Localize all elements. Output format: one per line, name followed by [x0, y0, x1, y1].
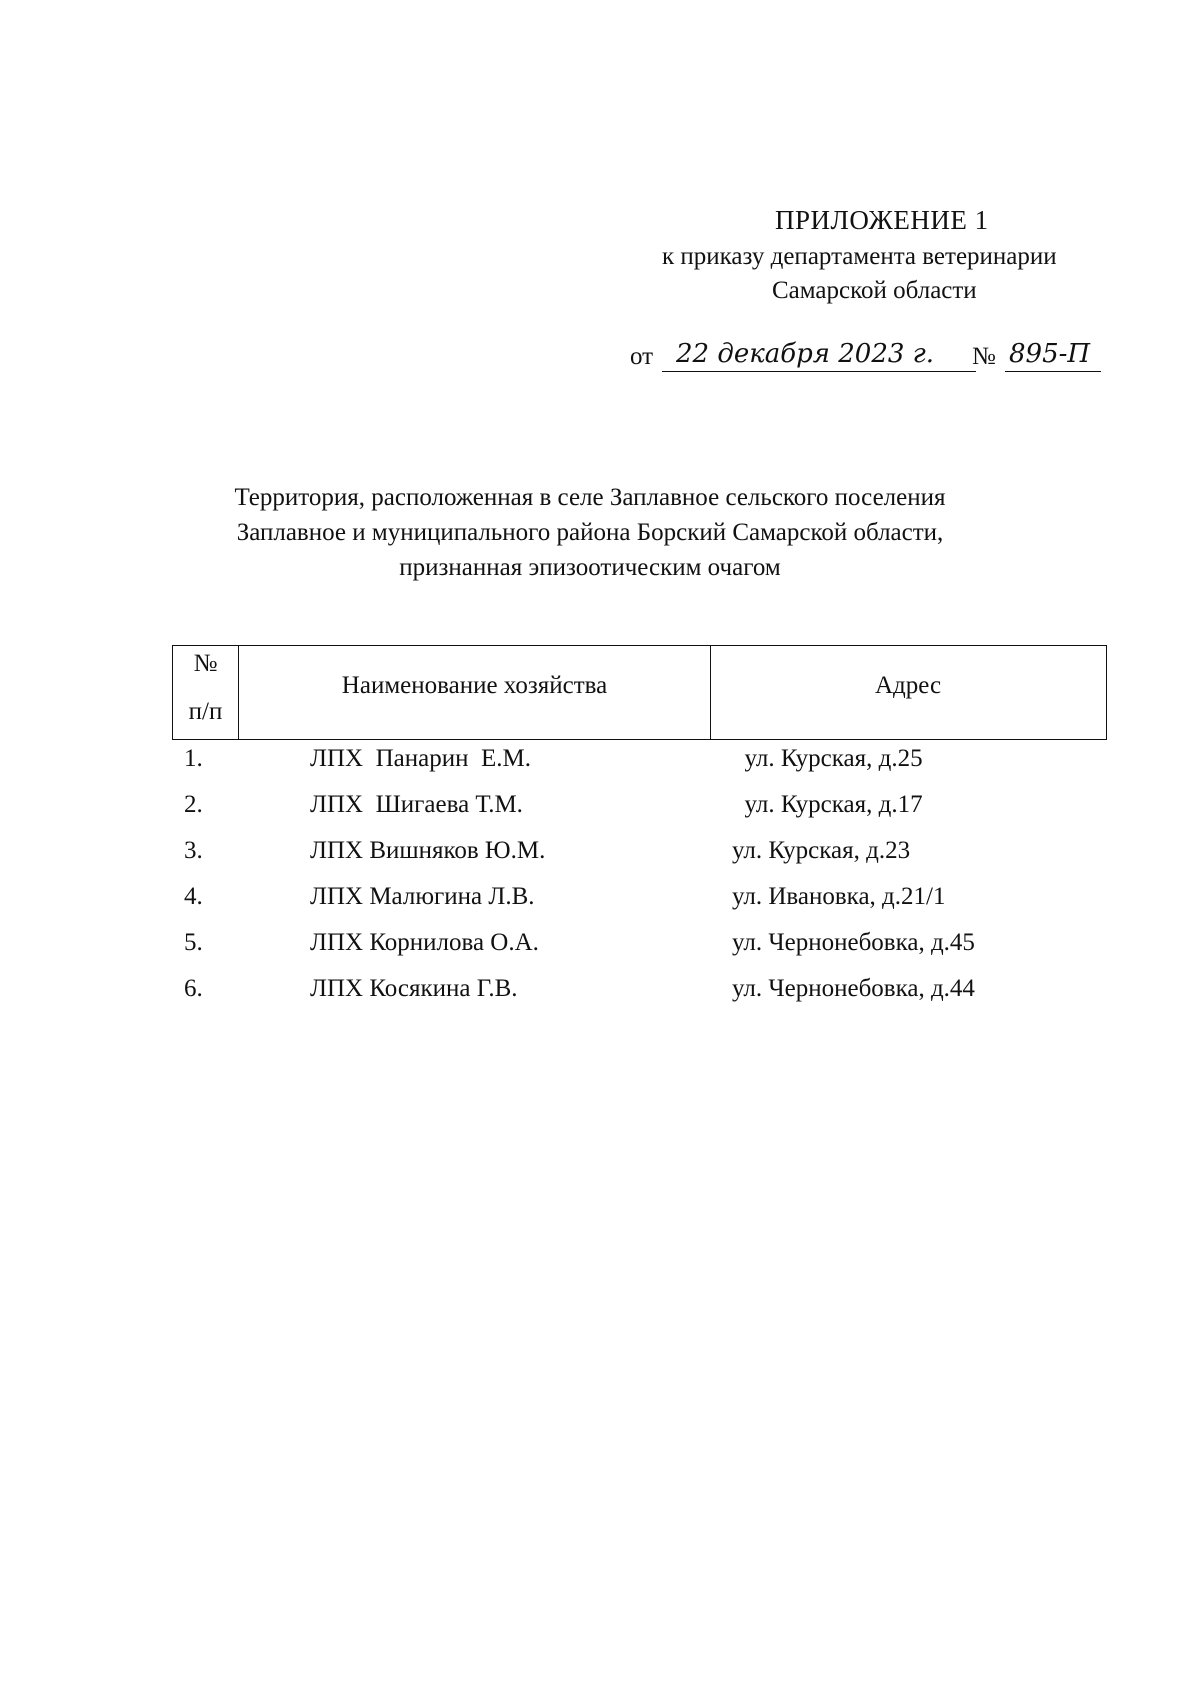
- header-number-sign: №: [193, 650, 218, 677]
- row-number: 5.: [184, 929, 203, 956]
- farms-table: [172, 645, 1107, 1016]
- header-number-column: [173, 646, 239, 739]
- row-farm-name: ЛПХ Вишняков Ю.М.: [310, 837, 546, 864]
- table-row: [172, 832, 1107, 878]
- order-prefix: от: [630, 343, 654, 370]
- row-number: 2.: [184, 791, 203, 818]
- row-address: ул. Курская, д.17: [732, 791, 923, 818]
- table-row: [172, 924, 1107, 970]
- row-farm-name: ЛПХ Малюгина Л.В.: [310, 883, 535, 910]
- appendix-title: ПРИЛОЖЕНИЕ 1: [775, 205, 989, 235]
- row-farm-name: ЛПХ Шигаева Т.М.: [310, 791, 523, 818]
- header-farm-name: Наименование хозяйства: [239, 646, 711, 739]
- header-pp: п/п: [188, 698, 223, 725]
- row-farm-name: ЛПХ Корнилова О.А.: [310, 929, 539, 956]
- heading-line-3: признанная эпизоотическим очагом: [399, 554, 781, 581]
- row-number: 3.: [184, 837, 203, 864]
- heading-line-1: Территория, расположенная в селе Заплавное сельского поселения: [234, 484, 946, 511]
- order-number-handwritten: 895-П: [1005, 339, 1101, 372]
- row-number: 6.: [184, 975, 203, 1002]
- appendix-region: Самарской области: [772, 277, 977, 304]
- heading-line-2: Заплавное и муниципального района Борский Самарской области,: [236, 519, 944, 546]
- header-address: Адрес: [874, 672, 942, 699]
- row-address: ул. Курская, д.23: [732, 837, 911, 864]
- order-date-handwritten: 22 декабря 2023 г.: [662, 339, 976, 372]
- table-row: [172, 878, 1107, 924]
- row-address: ул. Чернонебовка, д.45: [732, 929, 975, 956]
- row-farm-name: ЛПХ Косякина Г.В.: [310, 975, 518, 1002]
- table-header: [172, 645, 1107, 740]
- row-address: ул. Чернонебовка, д.44: [732, 975, 975, 1002]
- row-number: 4.: [184, 883, 203, 910]
- table-row: [172, 740, 1107, 786]
- order-number-sign: №: [972, 343, 996, 370]
- appendix-order-ref: к приказу департамента ветеринарии: [662, 243, 1057, 270]
- document-heading: [150, 480, 1030, 585]
- row-farm-name: ЛПХ Панарин Е.М.: [310, 745, 531, 772]
- row-address: ул. Курская, д.25: [732, 745, 923, 772]
- table-row: [172, 786, 1107, 832]
- row-address: ул. Ивановка, д.21/1: [732, 883, 946, 910]
- row-number: 1.: [184, 745, 203, 772]
- table-row: [172, 970, 1107, 1016]
